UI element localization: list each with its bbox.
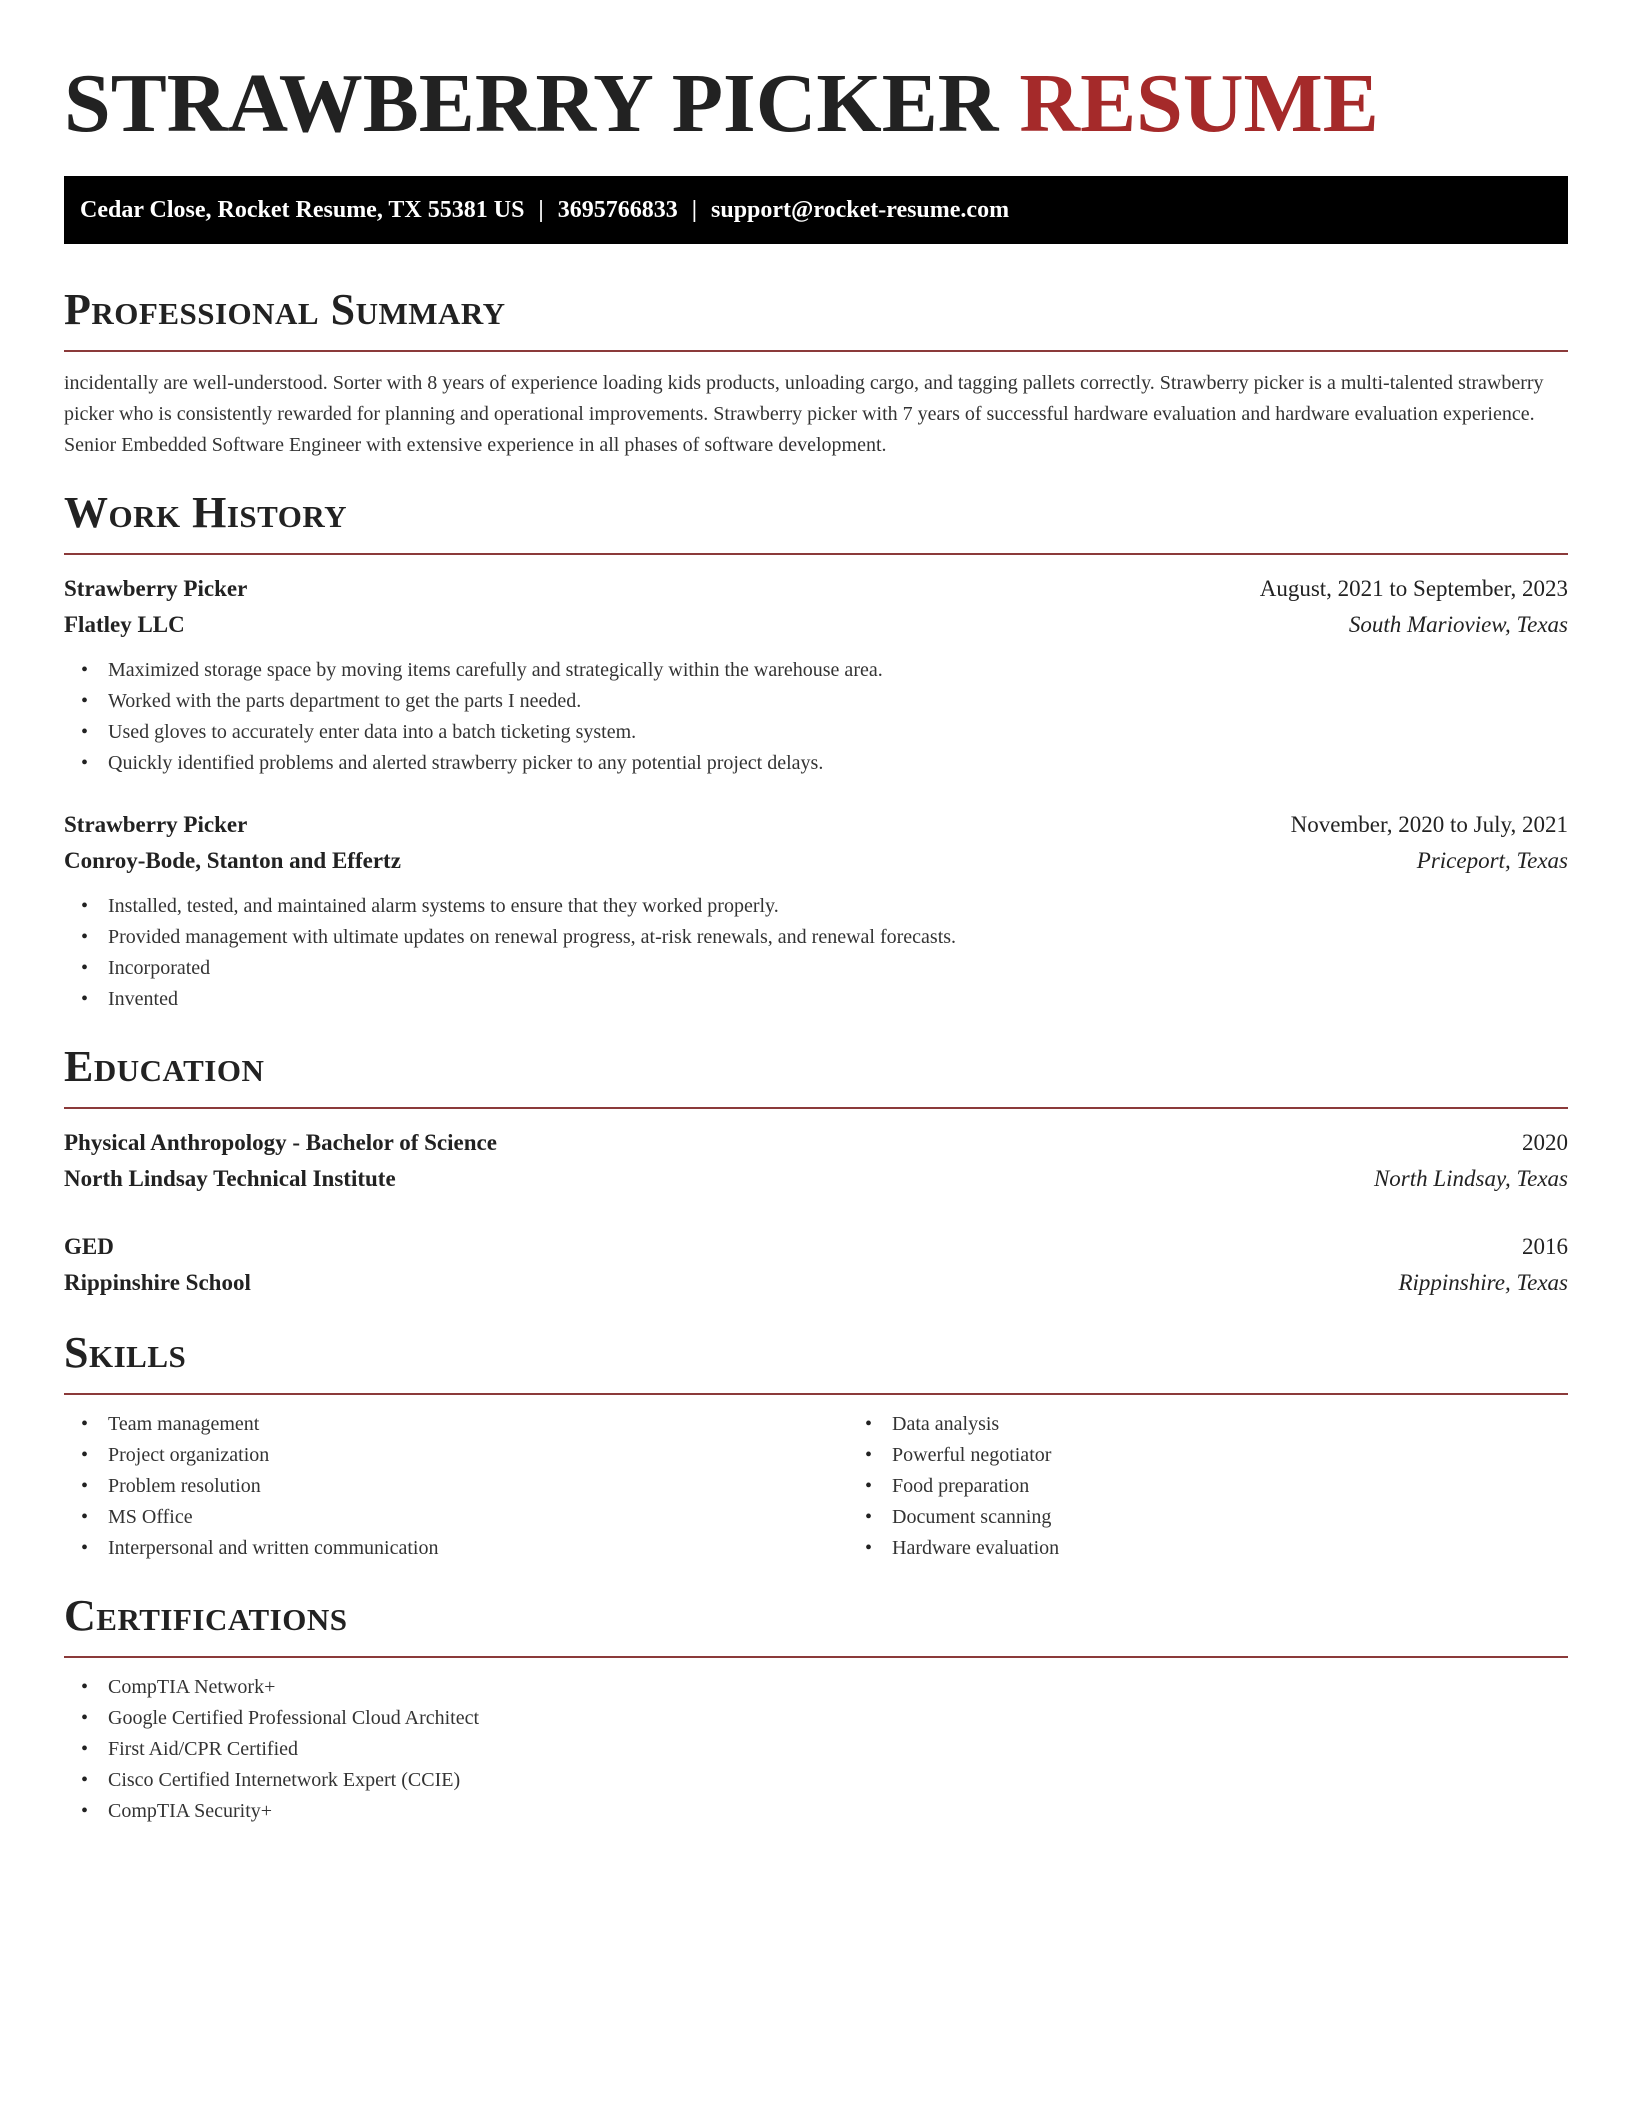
skill-item: • Hardware evaluation — [892, 1533, 1059, 1564]
skills-list-left — [64, 1409, 848, 1564]
skill-item: • Food preparation — [892, 1471, 1059, 1502]
contact-phone: 3695766833 — [557, 197, 678, 223]
job-company-row — [64, 843, 1568, 879]
job-company: Flatley LLC — [64, 612, 185, 637]
job-bullet: • Worked with the parts department to get the parts I needed. — [108, 686, 1568, 717]
education-entry — [64, 1229, 1568, 1301]
education-location: North Lindsay, Texas — [1373, 1166, 1568, 1191]
certification-item: • First Aid/CPR Certified — [108, 1734, 1568, 1765]
work-history-section — [64, 487, 1568, 1015]
contact-email: support@rocket-resume.com — [711, 197, 1010, 223]
contact-separator: | — [691, 197, 698, 223]
education-school: North Lindsay Technical Institute — [64, 1166, 396, 1191]
education-section — [64, 1041, 1568, 1301]
education-degree-row — [64, 1125, 1568, 1161]
section-divider — [64, 1656, 1568, 1658]
skill-item: • Data analysis — [892, 1409, 1059, 1440]
skills-heading: Skills — [64, 1328, 187, 1377]
education-school-row — [64, 1265, 1568, 1301]
section-divider — [64, 350, 1568, 352]
title-accent: RESUME — [1019, 57, 1379, 150]
job-location: South Marioview, Texas — [1348, 612, 1568, 637]
skill-item: • Document scanning — [892, 1502, 1059, 1533]
certification-item: • CompTIA Security+ — [108, 1796, 1568, 1827]
education-degree: Physical Anthropology - Bachelor of Science — [64, 1130, 497, 1155]
certification-item: • CompTIA Network+ — [108, 1672, 1568, 1703]
contact-bar — [64, 176, 1568, 244]
job-entry — [64, 807, 1568, 1015]
job-bullet: • Invented — [108, 984, 1568, 1015]
education-entry — [64, 1125, 1568, 1197]
skills-grid — [64, 1409, 1568, 1564]
education-location: Rippinshire, Texas — [1398, 1270, 1568, 1295]
job-bullet: • Quickly identified problems and alerted strawberry picker to any potential project delays. — [108, 748, 1568, 779]
job-company: Conroy-Bode, Stanton and Effertz — [64, 848, 401, 873]
job-title: Strawberry Picker — [64, 576, 248, 601]
summary-heading: Professional Summary — [64, 285, 506, 334]
skill-item: • Project organization — [108, 1440, 848, 1471]
job-title-row — [64, 571, 1568, 607]
education-year: 2016 — [1522, 1234, 1568, 1259]
certifications-heading: Certifications — [64, 1591, 348, 1640]
certifications-list — [64, 1672, 1568, 1827]
certification-item: • Google Certified Professional Cloud Architect — [108, 1703, 1568, 1734]
work-history-heading: Work History — [64, 488, 348, 537]
contact-separator: | — [538, 197, 544, 223]
certifications-section — [64, 1590, 1568, 1827]
job-bullet: • Provided management with ultimate updates on renewal progress, at-risk renewals, and renewal forecasts. — [108, 922, 1568, 953]
certification-item: • Cisco Certified Internetwork Expert (CCIE) — [108, 1765, 1568, 1796]
skill-item: • Team management — [108, 1409, 848, 1440]
title-main: STRAWBERRY PICKER — [64, 57, 999, 150]
education-school-row — [64, 1161, 1568, 1197]
job-title-row — [64, 807, 1568, 843]
skill-item: • Interpersonal and written communication — [108, 1533, 848, 1564]
section-divider — [64, 553, 1568, 555]
skill-item: • Powerful negotiator — [892, 1440, 1059, 1471]
job-bullets — [64, 655, 1568, 779]
job-bullets — [64, 891, 1568, 1015]
resume-title — [64, 56, 1568, 152]
section-divider — [64, 1107, 1568, 1109]
resume-page — [64, 0, 1568, 1827]
summary-section — [64, 284, 1568, 461]
education-year: 2020 — [1522, 1130, 1568, 1155]
education-heading: Education — [64, 1042, 265, 1091]
education-degree: GED — [64, 1234, 114, 1259]
job-bullet: • Installed, tested, and maintained alarm systems to ensure that they worked properly. — [108, 891, 1568, 922]
skills-section — [64, 1327, 1568, 1564]
education-school: Rippinshire School — [64, 1270, 251, 1295]
job-dates: November, 2020 to July, 2021 — [1290, 812, 1568, 837]
job-entry — [64, 571, 1568, 779]
job-title: Strawberry Picker — [64, 812, 248, 837]
job-location: Priceport, Texas — [1416, 848, 1568, 873]
summary-text: incidentally are well-understood. Sorter with 8 years of experience loading kids products, unloading cargo, and tagging pallets correctly. Strawberry picker is a multi-talented strawberry picker who is consistently rewarded for planning and operational improvements. Strawberry picker with 7 years of successful hardware evaluation and hardware evaluation experience. Senior Embedded Software Engineer with extensive experience in all phases of software development. — [64, 372, 1544, 456]
job-bullet: • Incorporated — [108, 953, 1568, 984]
education-degree-row — [64, 1229, 1568, 1265]
skill-item: • MS Office — [108, 1502, 848, 1533]
job-company-row — [64, 607, 1568, 643]
contact-address: Cedar Close, Rocket Resume, TX 55381 US — [80, 197, 525, 223]
job-bullet: • Maximized storage space by moving items carefully and strategically within the warehouse area. — [108, 655, 1568, 686]
job-bullet: • Used gloves to accurately enter data into a batch ticketing system. — [108, 717, 1568, 748]
skills-list-right — [848, 1409, 1059, 1564]
job-dates: August, 2021 to September, 2023 — [1259, 576, 1568, 601]
section-divider — [64, 1393, 1568, 1395]
skill-item: • Problem resolution — [108, 1471, 848, 1502]
